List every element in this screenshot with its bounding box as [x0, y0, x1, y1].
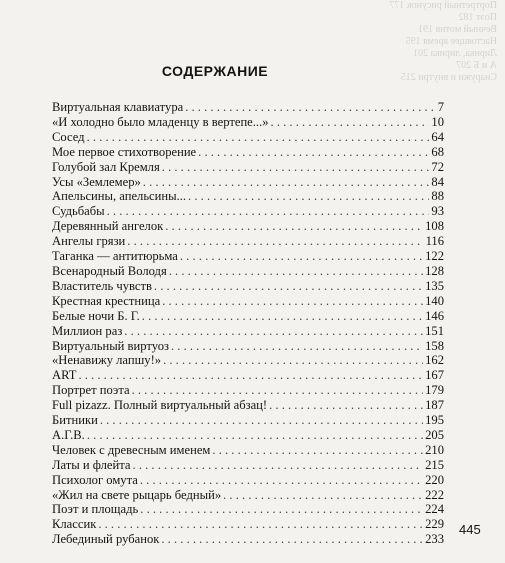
toc-entry [52, 428, 444, 443]
toc-entry-title: Портрет поэта [52, 383, 130, 398]
toc-entry-title: Виртуальный виртуоз [52, 338, 169, 353]
toc-entry-title: Ангелы грязи [52, 234, 126, 249]
toc-entry-title: «И холодно было младенцу в вертепе...» [52, 114, 269, 129]
toc-entry-page: 229 [425, 517, 444, 532]
toc-entry-title: Поэт и площадь [52, 502, 139, 517]
toc-entry [52, 219, 444, 234]
toc-entry-page: 68 [431, 144, 444, 159]
toc-entry [52, 294, 444, 309]
toc-entry-page: 93 [431, 204, 444, 219]
table-of-contents [52, 100, 444, 547]
toc-entry-page: 135 [425, 278, 444, 293]
toc-entry-page: 167 [425, 368, 444, 383]
toc-entry-title: ART [52, 368, 77, 383]
toc-entry-page: 88 [431, 189, 444, 204]
toc-entry-page: 179 [425, 383, 444, 398]
dot-leader [161, 532, 423, 547]
toc-entry-title: Битники [52, 413, 98, 428]
dot-leader [223, 488, 423, 503]
toc-entry [52, 264, 444, 279]
dot-leader [140, 502, 423, 517]
toc-entry [52, 502, 444, 517]
dot-leader [87, 130, 430, 145]
toc-entry-title: Мое первое стихотворение [52, 144, 197, 159]
toc-entry-page: 215 [425, 457, 444, 472]
toc-entry-page: 10 [431, 114, 444, 129]
toc-entry [52, 339, 444, 354]
toc-entry-page: 7 [437, 100, 444, 114]
toc-entry-title: Крестная крестница [52, 293, 161, 308]
toc-entry-page: 122 [425, 249, 444, 264]
toc-entry [52, 279, 444, 294]
dot-leader [185, 100, 436, 115]
toc-entry-title: Сосед [52, 129, 85, 144]
toc-entry-title: «Ненавижу лапшу!» [52, 353, 162, 368]
dot-leader [143, 175, 430, 190]
dot-leader [78, 368, 423, 383]
toc-entry [52, 398, 444, 413]
toc-entry-page: 220 [425, 472, 444, 487]
toc-entry [52, 353, 444, 368]
toc-entry-page: 72 [431, 159, 444, 174]
toc-entry-page: 162 [425, 353, 444, 368]
toc-entry-title: Лебединый рубанок [52, 532, 160, 547]
dot-leader [162, 160, 430, 175]
toc-entry [52, 160, 444, 175]
dot-leader [169, 264, 423, 279]
toc-entry [52, 413, 444, 428]
toc-entry-title: Психолог омута [52, 472, 138, 487]
dot-leader [100, 413, 423, 428]
dot-leader [163, 353, 423, 368]
toc-entry-page: 128 [425, 263, 444, 278]
toc-entry-page: 151 [425, 323, 444, 338]
show-through-text: Портретный рисунок 177 Поэт 182 Вечный мотив 191 Настоящее время 195 Лирика, лирика 201 А и Б 207 Снаружи и внутри 215 [389, 0, 497, 83]
toc-entry-title: А.Г.В. [52, 427, 85, 442]
dot-leader [154, 279, 423, 294]
toc-entry [52, 383, 444, 398]
dot-leader [171, 339, 423, 354]
toc-entry-page: 210 [425, 442, 444, 457]
toc-entry-title: Всенародный Володя [52, 263, 167, 278]
toc-entry-title: Властитель чувств [52, 278, 152, 293]
toc-entry [52, 368, 444, 383]
toc-entry [52, 130, 444, 145]
toc-entry-title: Миллион раз [52, 323, 123, 338]
toc-entry-title: Усы «Землемер» [52, 174, 141, 189]
dot-leader [87, 428, 423, 443]
dot-leader [212, 443, 423, 458]
dot-leader [98, 517, 423, 532]
toc-entry [52, 488, 444, 503]
toc-entry-title: Латы и флейта [52, 457, 131, 472]
toc-entry-title: Деревянный ангелок [52, 219, 164, 234]
toc-entry-page: 116 [425, 234, 444, 249]
toc-entry-page: 222 [425, 487, 444, 502]
dot-leader [142, 309, 423, 324]
toc-entry-page: 195 [425, 413, 444, 428]
toc-entry [52, 473, 444, 488]
toc-entry-page: 84 [431, 174, 444, 189]
toc-entry [52, 249, 444, 264]
toc-entry-page: 146 [425, 308, 444, 323]
dot-leader [271, 115, 430, 130]
toc-entry-title: Голубой зал Кремля [52, 159, 160, 174]
toc-entry-page: 233 [425, 532, 444, 547]
toc-entry-title: Апельсины, апельсины... [52, 189, 187, 204]
dot-leader [198, 145, 429, 160]
dot-leader [180, 249, 423, 264]
toc-entry-title: Виртуальная клавиатура [52, 100, 184, 114]
toc-entry [52, 309, 444, 324]
dot-leader [269, 398, 423, 413]
toc-entry [52, 324, 444, 339]
toc-entry-page: 224 [425, 502, 444, 517]
dot-leader [133, 458, 424, 473]
toc-entry-page: 64 [431, 129, 444, 144]
toc-entry-title: «Жил на свете рыцарь бедный» [52, 487, 222, 502]
dot-leader [140, 473, 423, 488]
dot-leader [188, 189, 429, 204]
toc-entry [52, 532, 444, 547]
toc-entry-title: Full pizazz. Полный виртуальный абзац! [52, 398, 268, 413]
toc-entry [52, 145, 444, 160]
toc-entry [52, 204, 444, 219]
dot-leader [107, 204, 430, 219]
toc-entry-title: Судьбабы [52, 204, 105, 219]
dot-leader [132, 383, 424, 398]
toc-entry-title: Человек с древесным именем [52, 442, 211, 457]
dot-leader [127, 234, 423, 249]
toc-entry-title: Классик [52, 517, 97, 532]
toc-entry-page: 158 [425, 338, 444, 353]
toc-entry-page: 187 [425, 398, 444, 413]
toc-entry-title: Таганка — антитюрьма [52, 249, 178, 264]
toc-heading: СОДЕРЖАНИЕ [161, 63, 269, 79]
toc-entry [52, 175, 444, 190]
toc-entry-page: 108 [425, 219, 444, 234]
toc-entry [52, 458, 444, 473]
toc-entry-page: 205 [425, 427, 444, 442]
toc-entry-page: 140 [425, 293, 444, 308]
page-number: 445 [459, 522, 481, 537]
toc-entry [52, 115, 444, 130]
toc-entry [52, 234, 444, 249]
toc-entry [52, 517, 444, 532]
toc-entry [52, 189, 444, 204]
toc-entry-title: Белые ночи Б. Г. [52, 308, 140, 323]
toc-entry [52, 443, 444, 458]
toc-entry [52, 100, 444, 115]
dot-leader [162, 294, 423, 309]
dot-leader [124, 324, 423, 339]
dot-leader [165, 219, 423, 234]
